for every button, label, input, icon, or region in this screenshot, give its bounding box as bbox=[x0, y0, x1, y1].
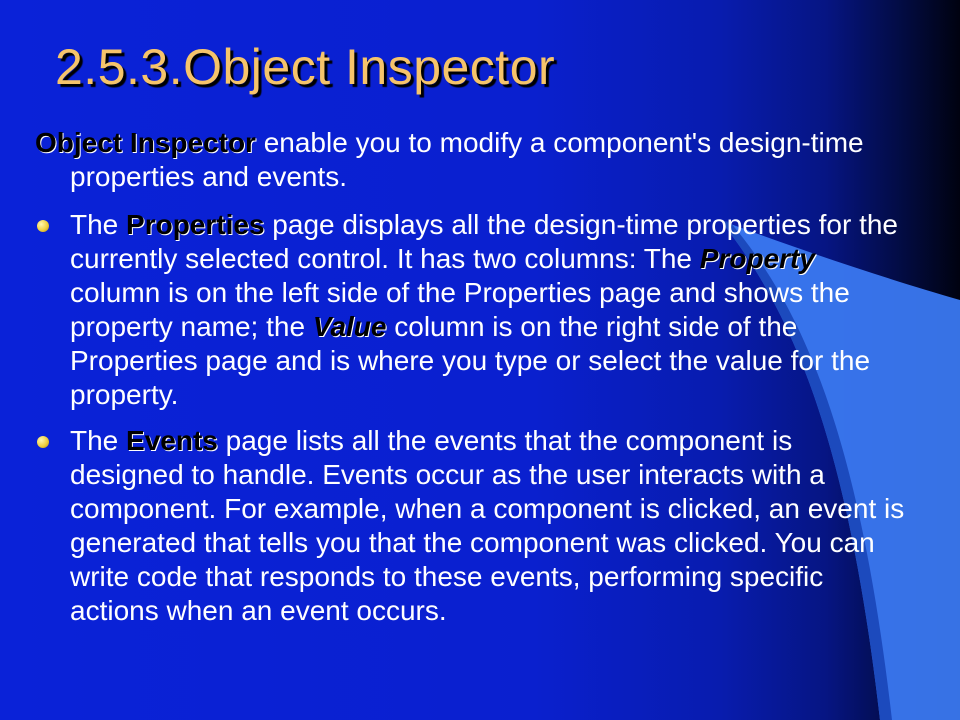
bullet-text: page displays all the design-time properties for the currently selected control. It has two columns: The bbox=[70, 209, 898, 274]
term-events: Events bbox=[126, 425, 218, 456]
intro-term: Object Inspector bbox=[35, 127, 256, 158]
slide-title: 2.5.3.Object Inspector bbox=[55, 39, 556, 95]
intro-text: enable you to modify a component's design-time properties and events. bbox=[70, 127, 864, 192]
slide-body bbox=[35, 126, 905, 640]
yellow-dot-bullet-icon bbox=[37, 220, 49, 232]
intro-paragraph bbox=[35, 126, 905, 194]
bullet-text: column is on the right side of the Properties page and is where you type or select the value for the property. bbox=[70, 311, 871, 410]
term-properties: Properties bbox=[126, 209, 265, 240]
bullet-text: The bbox=[70, 209, 127, 240]
bullet-text: The bbox=[70, 425, 127, 456]
bullet-events bbox=[35, 424, 905, 628]
bullet-text: column is on the left side of the Properties page and shows the property name; the bbox=[70, 277, 850, 342]
bullet-text: page lists all the events that the component is designed to handle. Events occur as the user interacts with a component. For example, when a component is clicked, an event is generated that tells you that the component was clicked. You can write code that responds to these events, performing specific actions when an event occurs. bbox=[70, 425, 905, 626]
bullet-properties bbox=[35, 208, 905, 412]
yellow-dot-bullet-icon bbox=[37, 436, 49, 448]
term-value: Value bbox=[312, 311, 387, 342]
term-property: Property bbox=[699, 243, 815, 274]
